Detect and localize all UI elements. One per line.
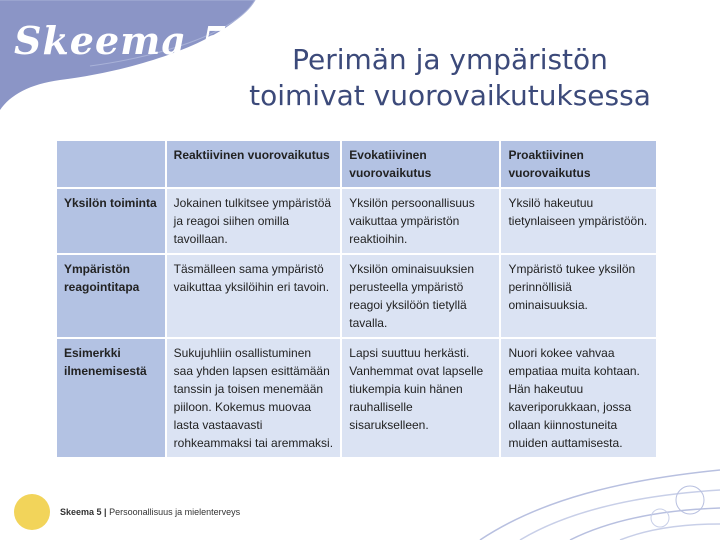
table-row xyxy=(57,189,656,253)
row-header: Yksilön toiminta xyxy=(57,189,165,253)
column-header-proactive: Proaktiivinen vuorovaikutus xyxy=(501,141,656,187)
column-header-evocative: Evokatiivinen vuorovaikutus xyxy=(342,141,499,187)
footer-subtitle: Persoonallisuus ja mielenterveys xyxy=(109,507,241,517)
skeema-logo: Skeema 5 xyxy=(14,18,229,63)
table-cell: Ympäristö tukee yksilön perinnöllisiä ominaisuuksia. xyxy=(501,255,656,337)
table-cell: Nuori kokee vahvaa empatiaa muita kohtaan. Hän hakeutuu kaveriporukkaan, jossa ollaan kiinnostuneita muiden auttamisesta. xyxy=(501,339,656,457)
table-cell: Yksilö hakeutuu tietynlaiseen ympäristöön. xyxy=(501,189,656,253)
swirl-decoration xyxy=(460,460,720,540)
table-row xyxy=(57,255,656,337)
table-header-row xyxy=(57,141,656,187)
table-cell: Lapsi suuttuu herkästi. Vanhemmat ovat lapselle tiukempia kuin hänen rauhalliselle sisarukselleen. xyxy=(342,339,499,457)
title-line-1: Perimän ja ympäristön xyxy=(292,43,608,76)
footer-brand: Skeema 5 | xyxy=(60,507,107,517)
row-header: Esimerkki ilmenemisestä xyxy=(57,339,165,457)
slide-title xyxy=(230,42,670,114)
table-corner-cell xyxy=(57,141,165,187)
table-cell: Yksilön ominaisuuksien perusteella ympäristö reagoi yksilöön tietyllä tavalla. xyxy=(342,255,499,337)
publisher-seal xyxy=(14,494,50,530)
interaction-table xyxy=(55,139,658,459)
table-cell: Yksilön persoonallisuus vaikuttaa ympäristön reaktioihin. xyxy=(342,189,499,253)
title-line-2: toimivat vuorovaikutuksessa xyxy=(249,79,651,112)
table-cell: Sukujuhliin osallistuminen saa yhden lapsen esittämään tanssin ja toisen menemään piiloon. Kokemus muovaa lasta vastaavasti rohkeammaksi tai aremmaksi. xyxy=(167,339,341,457)
table-row xyxy=(57,339,656,457)
table-cell: Jokainen tulkitsee ympäristöä ja reagoi siihen omilla tavoillaan. xyxy=(167,189,341,253)
table-cell: Täsmälleen sama ympäristö vaikuttaa yksilöihin eri tavoin. xyxy=(167,255,341,337)
footer xyxy=(60,507,240,517)
column-header-reactive: Reaktiivinen vuorovaikutus xyxy=(167,141,341,187)
row-header: Ympäristön reagointitapa xyxy=(57,255,165,337)
